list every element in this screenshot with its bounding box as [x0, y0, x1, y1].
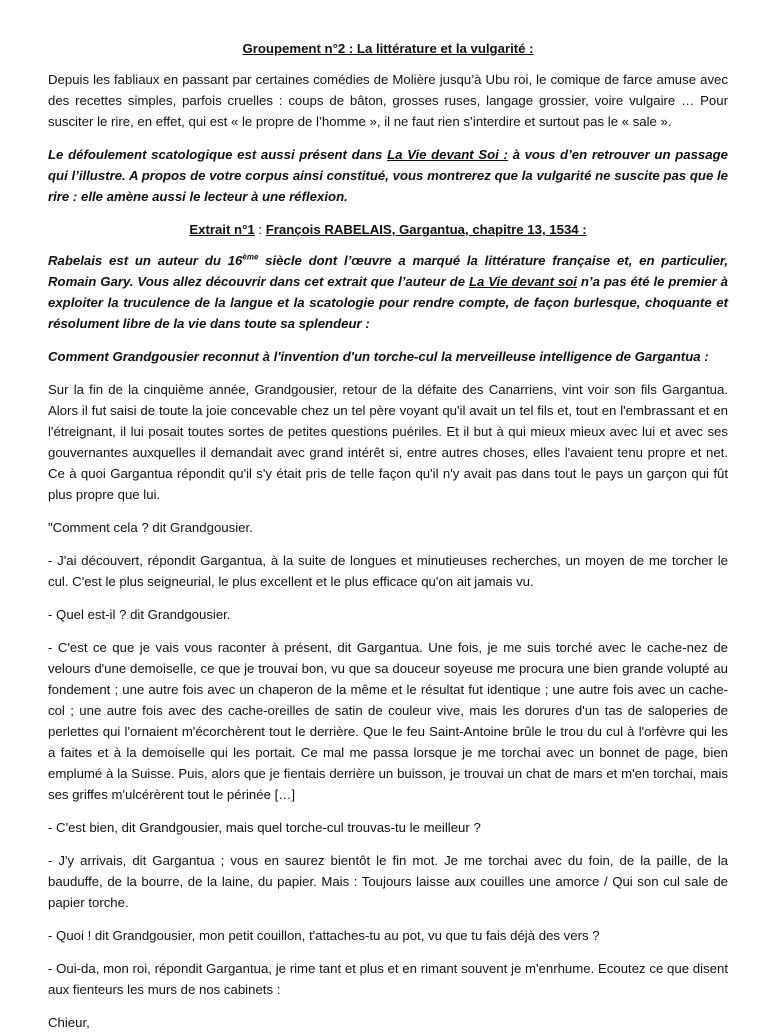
extract-paragraph: Sur la fin de la cinquième année, Grandgousier, retour de la défaite des Canarriens, vint voir son fils Gargantua. Alors il fut saisi de toute la joie concevable chez un tel père voyant qu'il avait un tel fils et, tout en l'embrassant et en l'étreignant, il lui posait toutes sortes de petites questions puériles. Et il but à qui mieux mieux avec lui et avec ses gouvernantes auxquelles il demandait avec grand intérêt si, entre autres choses, elles l'avaient tenu propre et net. Ce à quoi Gargantua répondit qu'il s'y était pris de telle façon qu'il n'y avait pas dans tout le pays un garçon qui fût plus propre que lui. [48, 382, 728, 502]
extract-source: François RABELAIS, Gargantua, chapitre 13, 1534 : [265, 222, 587, 237]
extract-paragraph: - C'est bien, dit Grandgousier, mais quel torche-cul trouvas-tu le meilleur ? [48, 820, 481, 835]
presentation-paragraph [48, 250, 728, 334]
page-title: Groupement n°2 : La littérature et la vulgarité : [242, 41, 534, 56]
extract-paragraph: "Comment cela ? dit Grandgousier. [48, 520, 253, 535]
task-book-title: La Vie devant Soi : [387, 147, 508, 162]
extract-heading [48, 219, 728, 240]
extract-separator: : [254, 222, 266, 237]
presentation-text-1: Rabelais est un auteur du 16 [48, 253, 243, 268]
chapter-heading: Comment Grandgousier reconnut à l'invention d'un torche-cul la merveilleuse intelligence de Gargantua : [48, 349, 709, 364]
presentation-book-title: La Vie devant soi [468, 274, 577, 289]
extract-paragraph: - Quoi ! dit Grandgousier, mon petit couillon, t'attaches-tu au pot, vu que tu fais déjà des vers ? [48, 928, 600, 943]
presentation-text-2: siècle dont l’œuvre a marqué la littérature française et, en particulier, Romain Gary. Vous allez découvrir dans cet extrait que l’auteur de [48, 253, 728, 289]
extract-paragraph: - C'est ce que je vais vous raconter à présent, dit Gargantua. Une fois, je me suis torché avec le cache-nez de velours d'une demoiselle, ce que je trouvai bon, vu que sa douceur soyeuse me procura une bien grande volupté au fondement ; une autre fois avec un chaperon de la même et le résultat fut identique ; une autre fois avec un cache-col ; une autre fois avec des cache-oreilles de satin de couleur vive, mais les dorures d'un tas de saloperies de perlettes qui l'ornaient m'écorchèrent tout le derrière. Que le feu Saint-Antoine brûle le trou du cul à l'orfèvre qui les a faites et à la demoiselle qui les portait. Ce mal me passa lorsque je me torchai avec un bonnet de page, bien emplumé à la Suisse. Puis, alors que je fientais derrière un buisson, je trouvai un chat de mars et m'en torchai, mais ses griffes m'ulcérèrent tout le périnée […] [48, 640, 728, 802]
extract-paragraph: Chieur, [48, 1015, 90, 1030]
extract-paragraph: - J'ai découvert, répondit Gargantua, à la suite de longues et minutieuses recherches, un moyen de me torcher le cul. C'est le plus seigneurial, le plus excellent et le plus efficace qu'on ait jamais vu. [48, 553, 728, 589]
extract-paragraph: - Quel est-il ? dit Grandgousier. [48, 607, 231, 622]
presentation-superscript: ème [242, 252, 259, 262]
extract-paragraph: - J'y arrivais, dit Gargantua ; vous en saurez bientôt le fin mot. Je me torchai avec du foin, de la paille, de la bauduffe, de la bourre, de la laine, du papier. Mais : Toujours laisse aux couilles une amorce / Qui son cul sale de papier torche. [48, 853, 728, 910]
intro-paragraph: Depuis les fabliaux en passant par certaines comédies de Molière jusqu’à Ubu roi, le comique de farce amuse avec des recettes simples, parfois cruelles : coups de bâton, grosses ruses, langage grossier, voire vulgaire … Pour susciter le rire, en effet, qui est « le propre de l’homme », il ne faut rien s’interdire et surtout pas le « sale ». [48, 72, 728, 129]
task-paragraph [48, 144, 728, 207]
task-text-start: Le défoulement scatologique est aussi présent dans [48, 147, 388, 162]
task-text-end: à vous d’en retrouver un passage qui l’illustre. A propos de votre corpus ainsi constitué, vous montrerez que la vulgarité ne suscite pas que le rire : elle amène aussi le lecteur à une réflexion. [48, 147, 728, 204]
extract-label: Extrait n°1 [189, 222, 255, 237]
extract-paragraph: - Oui-da, mon roi, répondit Gargantua, je rime tant et plus et en rimant souvent je m'enrhume. Ecoutez ce que disent aux fienteurs les murs de nos cabinets : [48, 961, 728, 997]
presentation-text-3: n’a pas été le premier à exploiter la truculence de la langue et la scatologie pour rendre compte, de façon burlesque, choquante et résolument libre de la vie dans toute sa splendeur : [48, 274, 728, 331]
